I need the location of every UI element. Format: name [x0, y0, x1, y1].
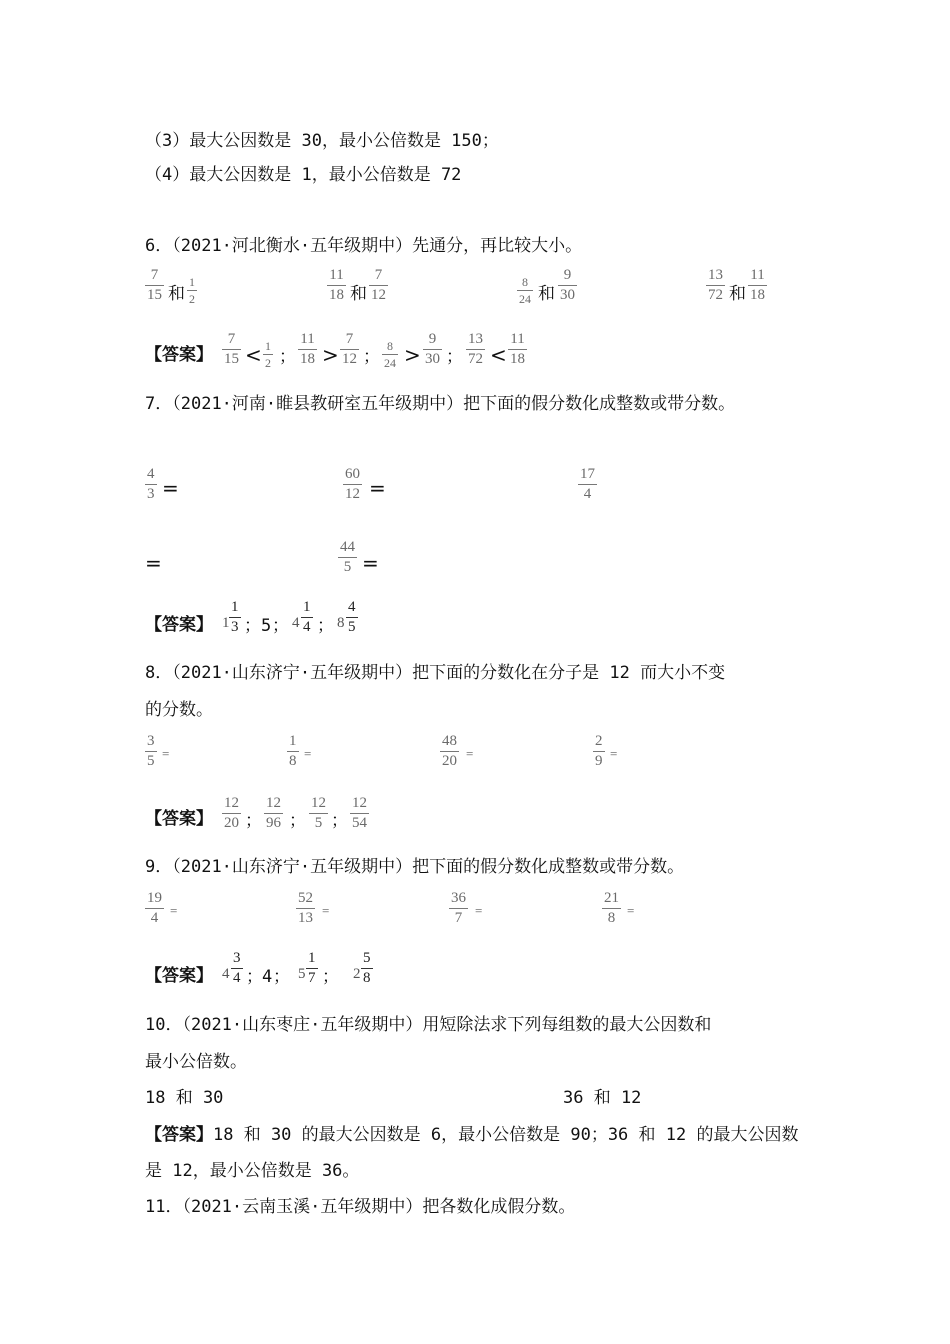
whole-number: 1: [222, 615, 230, 631]
q10-pair-2: 36 和 12: [563, 1088, 642, 1108]
q8-title-line-1: 8．（2021·山东济宁·五年级期中）把下面的分数化在分子是 12 而大小不变: [145, 663, 726, 683]
fraction: 11 18: [329, 267, 344, 303]
fraction: 60 12: [345, 466, 360, 502]
fraction: 7 15: [147, 267, 162, 303]
q10-answer-line-1: [145, 1124, 798, 1146]
fraction: 13 72: [708, 267, 723, 303]
fraction: 11 18: [300, 331, 315, 367]
fraction: 7 15: [224, 331, 239, 367]
separator: ；: [279, 347, 296, 367]
fraction: 4 5: [348, 599, 356, 635]
separator: ；: [446, 347, 463, 367]
answer-label: 【答案】: [145, 966, 213, 986]
and-word: 和: [729, 284, 746, 304]
equals-sign: =: [362, 551, 379, 575]
fraction: 1 7: [308, 950, 316, 986]
q10-title-line-1: 10．（2021·山东枣庄·五年级期中）用短除法求下列每组数的最大公因数和: [145, 1015, 712, 1035]
separator: ；: [273, 967, 290, 987]
fraction: 13 72: [468, 331, 483, 367]
fraction: 8 24: [384, 339, 396, 370]
fraction: 1 4: [303, 599, 311, 635]
fraction: 52 13: [298, 890, 313, 926]
q8-title-line-2: 的分数。: [145, 700, 213, 720]
separator: ；: [245, 811, 262, 831]
fraction: 48 20: [442, 733, 457, 769]
fraction: 1 3: [231, 599, 239, 635]
fraction: 2 9: [595, 733, 603, 769]
equals-sign: =: [162, 476, 179, 500]
whole-number: 5: [298, 966, 306, 982]
equals-sign: =: [170, 903, 178, 918]
and-word: 和: [538, 284, 555, 304]
fraction: 11 18: [750, 267, 765, 303]
separator: ；: [246, 967, 263, 987]
q11-title: 11．（2021·云南玉溪·五年级期中）把各数化成假分数。: [145, 1197, 576, 1217]
fraction: 17 4: [580, 466, 595, 502]
less-than-sign: <: [490, 343, 507, 367]
whole-number: 4: [222, 966, 230, 982]
and-word: 和: [350, 284, 367, 304]
q10-answer-line-2: 是 12，最小公倍数是 36。: [145, 1161, 360, 1181]
equals-sign: =: [475, 903, 483, 918]
fraction: 12 20: [224, 795, 239, 831]
equals-sign: =: [466, 746, 474, 761]
prev-answer-line-4: （4）最大公因数是 1，最小公倍数是 72: [145, 165, 462, 185]
fraction: 1 2: [265, 339, 271, 370]
fraction: 9 30: [560, 267, 575, 303]
fraction: 9 30: [425, 331, 440, 367]
equals-sign: =: [610, 746, 618, 761]
separator: ；: [244, 616, 261, 636]
separator: ；: [322, 967, 339, 987]
separator: ；: [272, 616, 289, 636]
fraction: 19 4: [147, 890, 162, 926]
q10-pair-1: 18 和 30: [145, 1088, 224, 1108]
whole-number: 4: [262, 967, 273, 987]
answer-label: 【答案】: [145, 345, 213, 365]
separator: ；: [289, 811, 306, 831]
fraction: 44 5: [340, 539, 355, 575]
separator: ；: [331, 811, 348, 831]
whole-number: 5: [261, 616, 272, 636]
whole-number: 4: [292, 615, 300, 631]
separator: ；: [317, 616, 334, 636]
fraction: 3 4: [233, 950, 241, 986]
answer-label: 【答案】: [145, 615, 213, 635]
fraction: 1 2: [189, 275, 195, 306]
separator: ；: [363, 347, 380, 367]
equals-sign: =: [369, 476, 386, 500]
fraction: 12 96: [266, 795, 281, 831]
q10-title-line-2: 最小公倍数。: [145, 1052, 247, 1072]
fraction: 21 8: [604, 890, 619, 926]
fraction: 7 12: [342, 331, 357, 367]
equals-sign: =: [304, 746, 312, 761]
fraction: 3 5: [147, 733, 155, 769]
greater-than-sign: >: [404, 343, 421, 367]
equals-sign: =: [162, 746, 170, 761]
answer-label: 【答案】: [145, 1125, 213, 1145]
prev-answer-line-3: （3）最大公因数是 30，最小公倍数是 150；: [145, 131, 499, 151]
whole-number: 2: [353, 966, 361, 982]
and-word: 和: [168, 284, 185, 304]
fraction: 12 5: [311, 795, 326, 831]
equals-sign: =: [322, 903, 330, 918]
fraction: 4 3: [147, 466, 155, 502]
fraction: 12 54: [352, 795, 367, 831]
fraction: 11 18: [510, 331, 525, 367]
q7-title: 7．（2021·河南·睢县教研室五年级期中）把下面的假分数化成整数或带分数。: [145, 394, 736, 414]
whole-number: 8: [337, 615, 345, 631]
fraction: 36 7: [451, 890, 466, 926]
fraction: 7 12: [371, 267, 386, 303]
fraction: 8 24: [519, 275, 531, 306]
answer-label: 【答案】: [145, 809, 213, 829]
less-than-sign: <: [245, 343, 262, 367]
equals-sign: =: [627, 903, 635, 918]
equals-sign: =: [145, 551, 162, 575]
fraction: 5 8: [363, 950, 371, 986]
answer-text: 18 和 30 的最大公因数是 6，最小公倍数是 90；36 和 12 的最大公因数: [213, 1125, 799, 1145]
greater-than-sign: >: [322, 343, 339, 367]
q6-title: 6．（2021·河北衡水·五年级期中）先通分，再比较大小。: [145, 236, 583, 256]
fraction: 1 8: [289, 733, 297, 769]
q9-title: 9．（2021·山东济宁·五年级期中）把下面的假分数化成整数或带分数。: [145, 857, 685, 877]
